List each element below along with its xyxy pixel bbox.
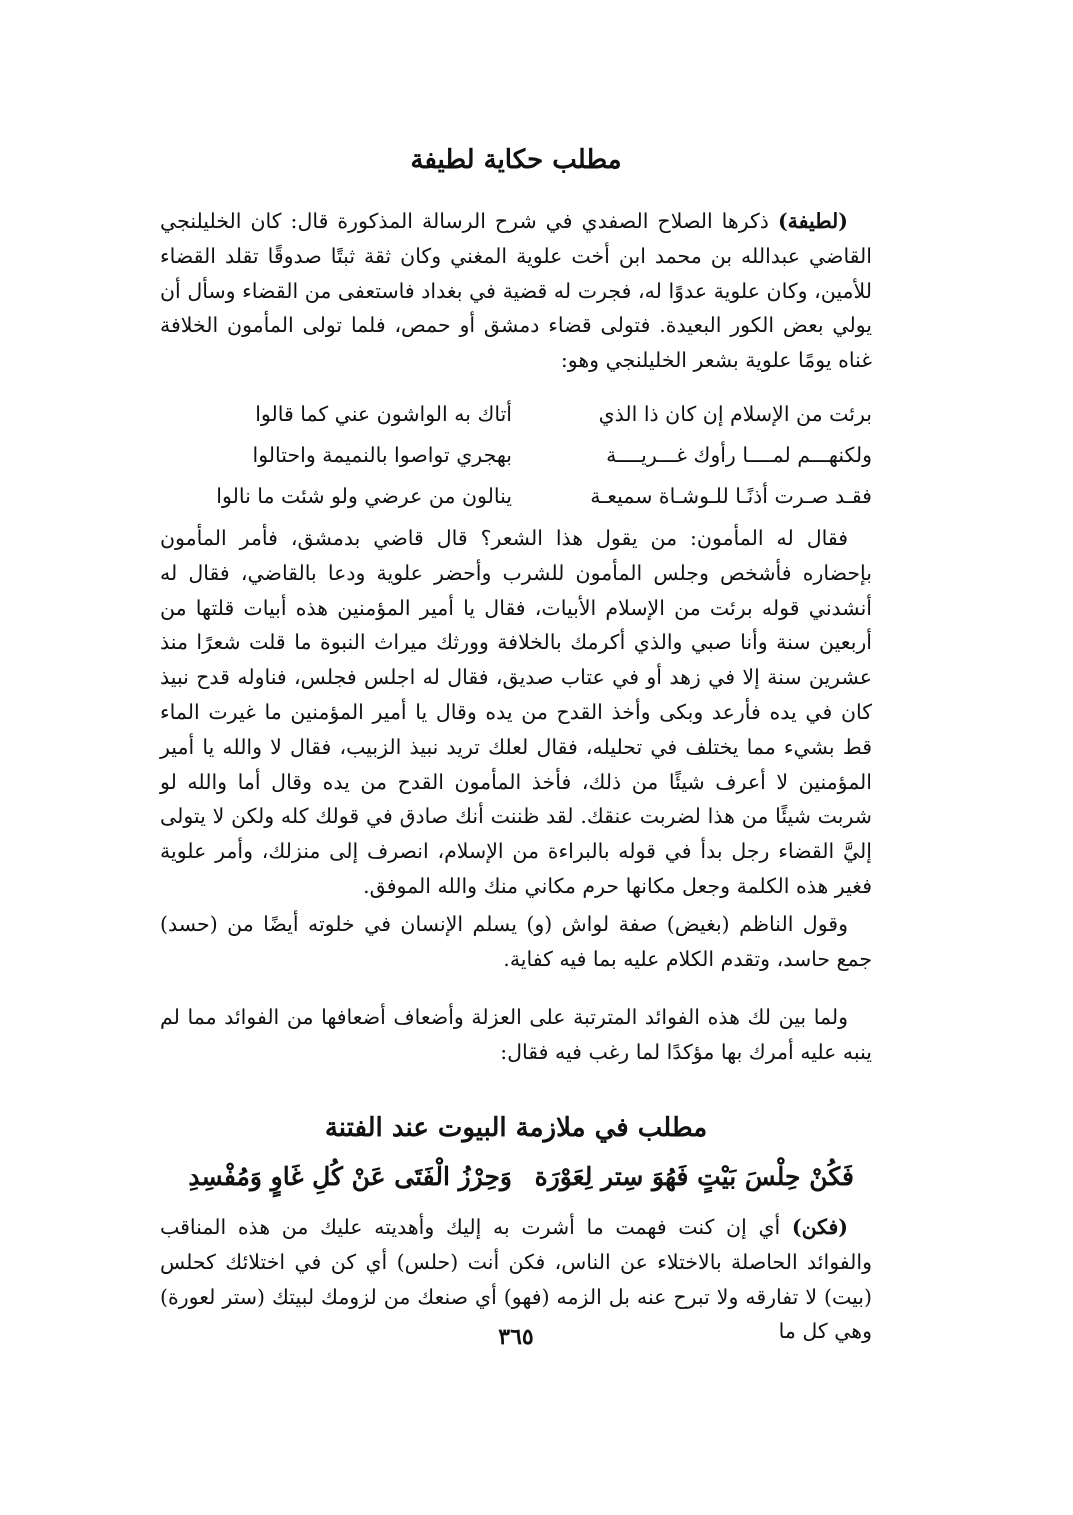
verse-first-hemistich: فَكُنْ حِلْسَ بَيْتٍ فَهُوَ سِتر لِعَوْرَة — [534, 1162, 854, 1191]
poem-second-hemistich: بهجري تواصوا بالنميمة واحتالوا — [252, 443, 512, 467]
paragraph-text: فقال له المأمون: من يقول هذا الشعر؟ قال قاضي بدمشق، فأمر المأمون بإحضاره فأشخص وجلس المأمون للشرب وأحضر علوية ودعا بالقاضي، فقال له أنشدني قوله برئت من الإسلام الأبيات، فقال يا أمير المؤمنين هذه أبيات قلتها من أربعين سنة وأنا صبي والذي أكرمك بالخلافة وورثك ميراث النبوة ما قلت شعرًا منذ عشرين سنة إلا في زهد أو في عتاب صديق، فقال له اجلس فجلس، فناوله قدح نبيذ كان في يده فأرعد وبكى وأخذ القدح من يده وقال يا أمير المؤمنين ما غيرت الماء قط بشيء مما يختلف في تحليله، فقال لعلك تريد نبيذ الزبيب، فقال لا والله يا أمير المؤمنين لا أعرف شيئًا من ذلك، فأخذ المأمون القدح من يده وقال أما والله لو شربت شيئًا من هذا لضربت عنقك. لقد ظننت أنك صادق في قولك كله ولكن لا يتولى إليَّ القضاء رجل بدأ في قوله بالبراءة من الإسلام، انصرف إلى منزلك، وأمر علوية فغير هذه الكلمة وجعل مكانها حرم مكاني منك والله الموفق. — [160, 526, 873, 898]
paragraph-lead-word: (لطيفة) — [777, 209, 848, 233]
verse-line — [160, 1152, 872, 1202]
poem-line — [160, 394, 872, 435]
page-title: مطلب حكاية لطيفة — [410, 145, 622, 175]
poem-line — [160, 476, 872, 517]
paragraph-lead-word: (فكن) — [791, 1215, 848, 1239]
paragraph-text: أي إن كنت فهمت ما أشرت به إليك وأهديته عليك من هذه المناقب والفوائد الحاصلة بالاختلاء عن الناس، فكن أنت (حلس) أي كن في اختلائك كحلس (بيت) لا تفارقه ولا تبرح عنه بل الزمه (فهو) أي صنعك من لزومك لبيتك (ستر لعورة) وهي كل ما — [160, 1215, 872, 1344]
section-heading: مطلب في ملازمة البيوت عند الفتنة — [324, 1113, 708, 1143]
poem-first-hemistich: فقـد صـرت أذنًـا للـوشـاة سميعـة — [590, 484, 872, 508]
book-page — [160, 0, 872, 1515]
paragraph-transition — [160, 1000, 872, 1070]
poem-line — [160, 435, 872, 476]
paragraph-text: ذكرها الصلاح الصفدي في شرح الرسالة المذكورة قال: كان الخليلنجي القاضي عبدالله بن محمد ابن أخت علوية المغني وكان ثقة ثبتًا صدوقًا تقلد القضاء للأمين، وكان علوية عدوًا له، فجرت له قضية في بغداد فاستعفى من القضاء وسأل أن يولي بعض الكور البعيدة. فتولى قضاء دمشق أو حمص، فلما تولى المأمون الخلافة غناه يومًا علوية بشعر الخليلنجي وهو: — [160, 209, 872, 373]
paragraph-text: وقول الناظم (بغيض) صفة لواش (و) يسلم الإنسان في خلوته أيضًا من (حسد) جمع حاسد، وتقدم الكلام عليه بما فيه كفاية. — [160, 912, 872, 971]
poem-first-hemistich: ولكنهـــم لمــــا رأوك غـــريــــة — [606, 443, 872, 467]
poem-second-hemistich: أتاك به الواشون عني كما قالوا — [255, 402, 512, 426]
poem-first-hemistich: برئت من الإسلام إن كان ذا الذي — [598, 402, 872, 426]
poem-second-hemistich: ينالون من عرضي ولو شئت ما نالوا — [216, 484, 512, 508]
paragraph-mamun-story — [160, 521, 872, 904]
paragraph-text: ولما بين لك هذه الفوائد المترتبة على العزلة وأضعاف أضعافها من الفوائد مما لم ينبه عليه أمرك بها مؤكدًا لما رغب فيه فقال: — [160, 1005, 872, 1064]
poem — [160, 394, 872, 517]
verse-second-hemistich: وَحِرْزُ الْفَتَى عَنْ كُلِ غَاوٍ وَمُفْسِدِ — [188, 1162, 512, 1191]
page-number: ٣٦٥ — [498, 1324, 534, 1350]
paragraph-commentary — [160, 907, 872, 977]
paragraph-anecdote-intro — [160, 204, 872, 378]
